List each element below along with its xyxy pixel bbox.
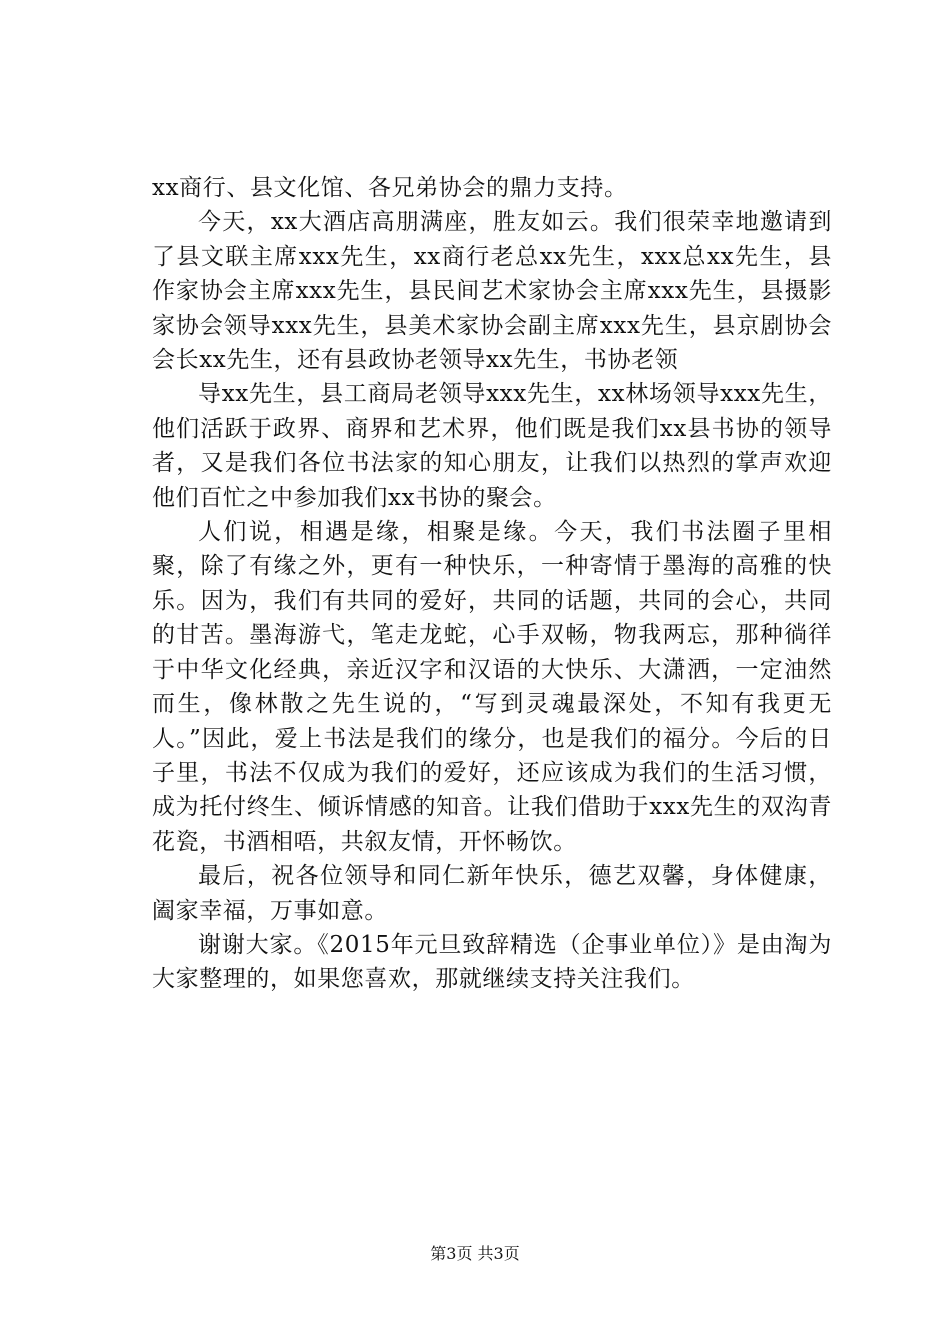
- paragraph-new-year-wishes: 最后，祝各位领导和同仁新年快乐，德艺双馨，身体健康，阖家幸福，万事如意。: [152, 863, 832, 924]
- paragraph-calligraphy-joy: 人们说，相遇是缘，相聚是缘。今天，我们书法圈子里相聚，除了有缘之外，更有一种快乐，一种寄情于墨海的高雅的快乐。因为，我们有共同的爱好，共同的话题，共同的会心，共同的甘苦。墨海游弋，笔走龙蛇，心手双畅，物我两忘，那种徜徉于中华文化经典，亲近汉字和汉语的大快乐、大潇洒，一定油然而生，像林散之先生说的，“写到灵魂最深处，不知有我更无人。”因此，爱上书法是我们的缘分，也是我们的福分。今后的日子里，书法不仅成为我们的爱好，还应该成为我们的生活习惯，成为托付终生、倾诉情感的知音。让我们借助于xxx先生的双沟青花瓷，书酒相唔，共叙友情，开怀畅饮。: [152, 519, 832, 855]
- paragraph-guests-welcome: 导xx先生，县工商局老领导xxx先生，xx林场领导xxx先生，他们活跃于政界、商界和艺术界，他们既是我们xx县书协的领导者，又是我们各位书法家的知心朋友，让我们以热烈的掌声欢迎他们百忙之中参加我们xx书协的聚会。: [152, 381, 832, 511]
- page-footer: [0, 1243, 950, 1265]
- paragraph-continuation: xx商行、县文化馆、各兄弟协会的鼎力支持。: [152, 175, 628, 201]
- document-body: [152, 171, 832, 997]
- paragraph-closing: 谢谢大家。《2015年元旦致辞精选（企事业单位）》是由淘为大家整理的，如果您喜欢，那就继续支持关注我们。: [152, 931, 832, 993]
- paragraph-guests-intro: 今天，xx大酒店高朋满座，胜友如云。我们很荣幸地邀请到了县文联主席xxx先生，xx商行老总xx先生，xxx总xx先生，县作家协会主席xxx先生，县民间艺术家协会主席xxx先生，县摄影家协会领导xxx先生，县美术家协会副主席xxx先生，县京剧协会会长xx先生，还有县政协老领导xx先生，书协老领: [152, 209, 832, 374]
- page-number-label: 第3页 共3页: [430, 1244, 520, 1263]
